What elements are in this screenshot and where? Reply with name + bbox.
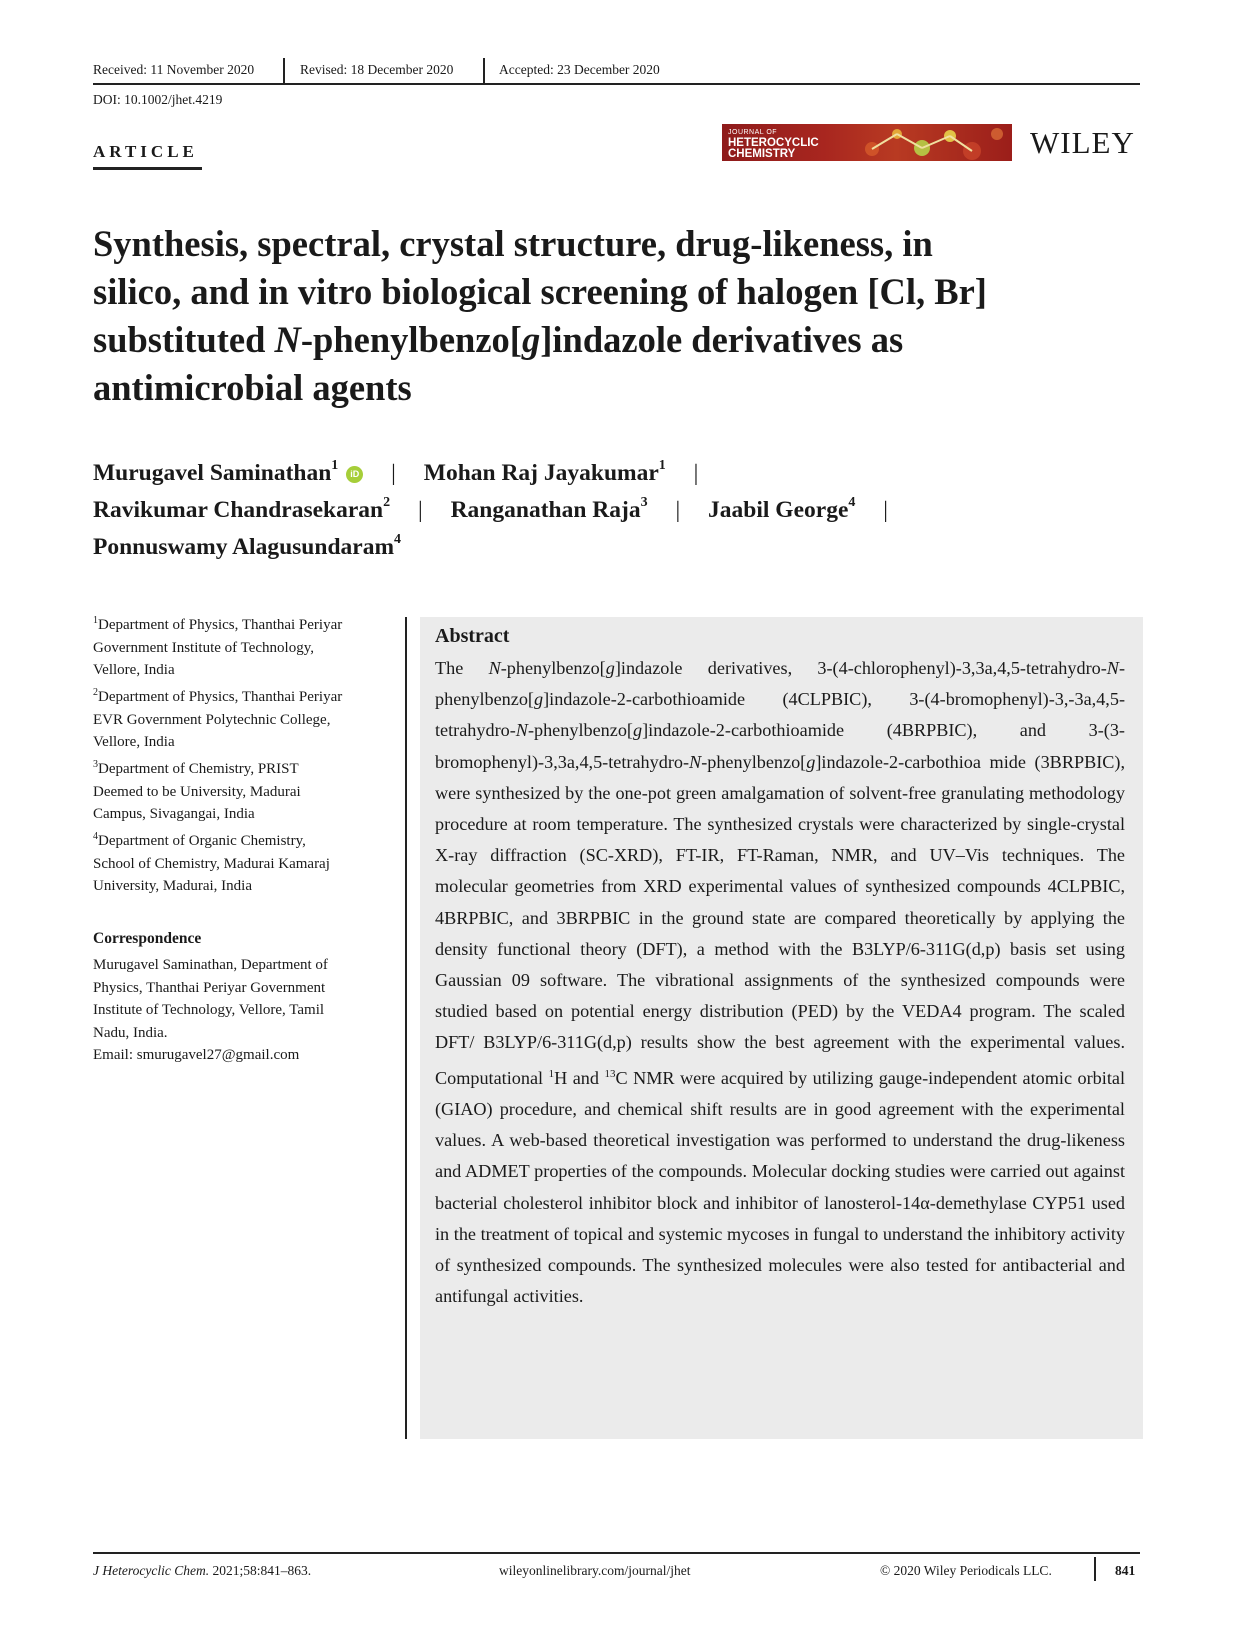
article-history bbox=[93, 62, 1140, 84]
abstract-text: The N-phenylbenzo[g]indazole derivatives, 3-(4-chlorophenyl)-3,3a,4,5-tetrahydro-N-phenylbenzo[g]indazole-2-carbothioamide (4CLPBIC), 3-(4-bromophenyl)-3,-3a,4,5-tetrahydro-N-phenylbenzo[g]indazole-2-carbothioamide (4BRPBIC), and 3-(3-bromophenyl)-3,3a,4,5-tetrahydro-N-phenylbenzo[g]indazole-2-carbothioa mide (3BRPBIC), were synthesized by the one-pot green amalgamation of solvent-free granulating methodology procedure at room temperature. The synthesized crystals were characterized by single-crystal X-ray diffraction (SC-XRD), FT-IR, FT-Raman, NMR, and UV–Vis techniques. The molecular geometries from XRD experimental values of synthesized compounds 4CLPBIC, 4BRPBIC, and 3BRPBIC in the ground state are compared theoretically by applying the density functional theory (DFT), a method with the B3LYP/6-311G(d,p) basis set using Gaussian 09 software. The vibrational assignments of the synthesized compounds were studied based on potential energy distribution (PED) by the VEDA4 program. The scaled DFT/ B3LYP/6-311G(d,p) results show the best agreement with the experimental values. Computational $^1$H and $^{13}$C NMR were acquired by utilizing gauge-independent atomic orbital (GIAO) procedure, and chemical shift results are in good agreement with the experimental values. A web-based theoretical investigation was performed to understand the drug-likeness and ADMET properties of the compounds. Molecular docking studies were carried out against bacterial cholesterol inhibitor block and inhibitor of lanosterol-14α-demethylase CYP51 used in the treatment of topical and systemic mycoses in fungal to understand the inhibitory activity of synthesized compounds. The synthesized molecules were also tested for antibacterial and antifungal activities. bbox=[435, 658, 1125, 1307]
title-line: antimicrobial agents bbox=[93, 367, 412, 408]
author-separator: | bbox=[675, 497, 681, 523]
header-rule bbox=[93, 83, 1140, 85]
author-separator: | bbox=[883, 497, 888, 523]
accepted-date: Accepted: 23 December 2020 bbox=[499, 62, 660, 77]
author-name[interactable]: Ranganathan Raja bbox=[450, 497, 641, 523]
article-type-label: ARTICLE bbox=[93, 142, 198, 161]
paper-title bbox=[93, 220, 1153, 412]
received-date: Received: 11 November 2020 bbox=[93, 62, 255, 77]
author-affiliation-number: 1 bbox=[658, 458, 666, 474]
author-name[interactable]: Mohan Raj Jayakumar bbox=[423, 460, 659, 486]
molecule-graphic bbox=[852, 124, 1012, 161]
author-separator: | bbox=[693, 460, 699, 486]
footer-url[interactable]: wileyonlinelibrary.com/journal/jhet bbox=[499, 1563, 691, 1578]
title-line: Synthesis, spectral, crystal structure, drug-likeness, in bbox=[93, 223, 933, 264]
article-type-underline bbox=[93, 167, 202, 170]
affiliation: $^3$Department of Chemistry, PRIST Deemed to be University, Madurai Campus, Sivagangai, India bbox=[93, 759, 301, 822]
author-affiliation-number: 4 bbox=[848, 495, 856, 511]
doi[interactable]: DOI: 10.1002/jhet.4219 bbox=[93, 92, 223, 107]
footer-divider bbox=[1094, 1557, 1096, 1581]
divider bbox=[483, 58, 485, 83]
title-line: substituted N-phenylbenzo[g]indazole derivatives as bbox=[93, 319, 904, 360]
author-name[interactable]: Ponnuswamy Alagusundaram bbox=[93, 534, 395, 560]
affiliation: $^2$Department of Physics, Thanthai Periyar EVR Government Polytechnic College, Vellore, India bbox=[93, 687, 343, 750]
correspondence-details: Murugavel Saminathan, Department of Physics, Thanthai Periyar Government Institute of Technology, Vellore, Tamil Nadu, India. Email: smurugavel27@gmail.com bbox=[93, 957, 328, 1063]
correspondence-email[interactable]: Email: smurugavel27@gmail.com bbox=[93, 1047, 300, 1063]
author-list bbox=[93, 455, 910, 566]
banner-small-text: JOURNAL OF bbox=[728, 129, 778, 136]
banner-line2: CHEMISTRY bbox=[728, 148, 796, 160]
affiliation: $^1$Department of Physics, Thanthai Periyar Government Institute of Technology, Vellore, India bbox=[93, 615, 343, 678]
column-divider bbox=[405, 617, 407, 1439]
correspondence-heading: Correspondence bbox=[93, 930, 202, 947]
footer-rule bbox=[93, 1552, 1140, 1554]
affiliation: $^4$Department of Organic Chemistry, School of Chemistry, Madurai Kamaraj University, Madurai, India bbox=[93, 831, 330, 894]
page-number: 841 bbox=[1115, 1563, 1136, 1578]
divider bbox=[283, 58, 285, 83]
title-line: silico, and in vitro biological screening of halogen [Cl, Br] bbox=[93, 271, 987, 312]
author-name[interactable]: Ravikumar Chandrasekaran bbox=[93, 497, 384, 523]
footer-copyright: © 2020 Wiley Periodicals LLC. bbox=[880, 1563, 1052, 1578]
author-name[interactable]: Murugavel Saminathan bbox=[93, 460, 332, 486]
author-affiliation-number: 3 bbox=[640, 495, 648, 511]
author-affiliation-number: 4 bbox=[394, 532, 402, 548]
author-affiliation-number: 1 bbox=[331, 458, 339, 474]
author-affiliation-number: 2 bbox=[383, 495, 391, 511]
footer-citation: J Heterocyclic Chem. 2021;58:841–863. bbox=[93, 1563, 312, 1578]
abstract-heading: Abstract bbox=[435, 625, 510, 647]
journal-banner-logo bbox=[722, 124, 1012, 161]
author-separator: | bbox=[417, 497, 423, 523]
author-name[interactable]: Jaabil George bbox=[708, 497, 849, 523]
revised-date: Revised: 18 December 2020 bbox=[300, 62, 454, 77]
banner-line1: HETEROCYCLIC bbox=[728, 137, 819, 149]
author-separator: | bbox=[391, 460, 396, 486]
publisher-logo: WILEY bbox=[1030, 125, 1135, 160]
orcid-icon[interactable]: iD bbox=[346, 466, 363, 483]
